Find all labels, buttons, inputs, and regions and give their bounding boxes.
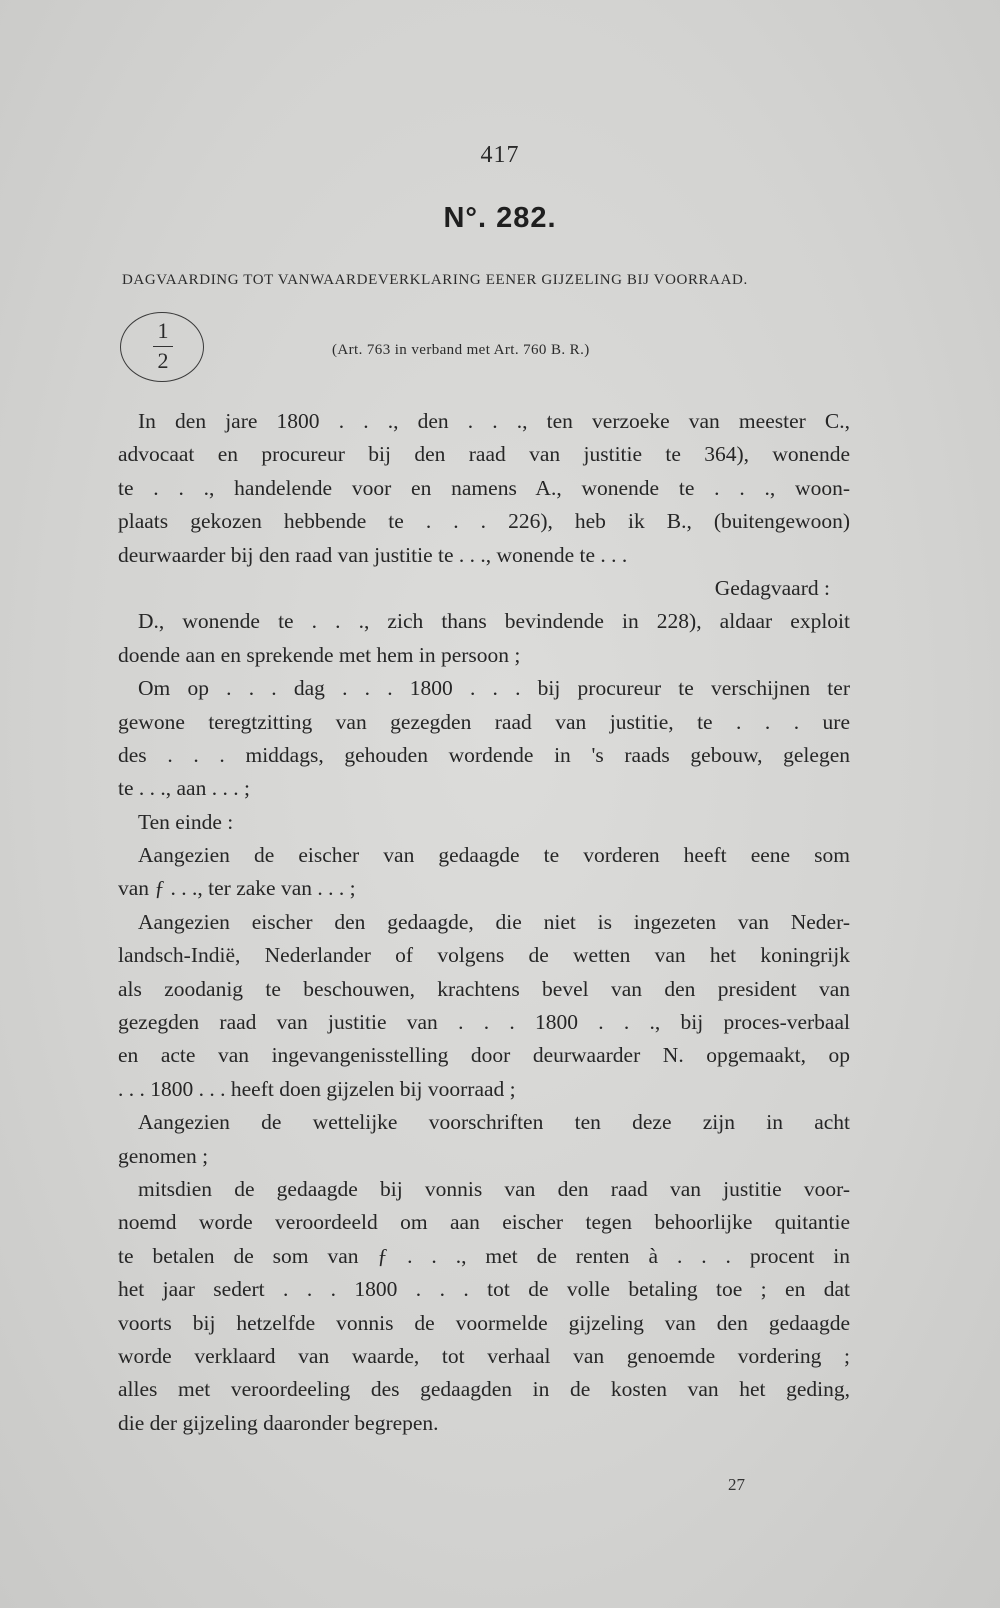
page-number: 417 <box>480 142 520 168</box>
text-line: Aangezien eischer den gedaagde, die niet is ingezeten van Neder- <box>138 909 850 934</box>
text-line: plaats gekozen hebbende te . . . 226), heb ik B., (buitengewoon) <box>118 509 850 534</box>
document-title: DAGVAARDING TOT VANWAARDEVERKLARING EENER GIJZELING BIJ VOORRAAD. <box>122 272 748 288</box>
text-line: gezegden raad van justitie van . . . 1800 . . ., bij proces-verbaal <box>118 1010 850 1035</box>
text-line: In den jare 1800 . . ., den . . ., ten verzoeke van meester C., <box>138 409 850 433</box>
document-number: N°. 282. <box>443 202 557 234</box>
text-line: genomen ; <box>118 1143 209 1168</box>
text-line: te betalen de som van ƒ . . ., met de renten à . . . procent in <box>118 1243 850 1268</box>
text-line: landsch-Indië, Nederlander of volgens de wetten van het koningrijk <box>118 943 850 968</box>
text-line: Ten einde : <box>138 809 234 834</box>
text-line: advocaat en procureur bij den raad van justitie te 364), wonende <box>118 442 850 467</box>
text-line: te . . ., aan . . . ; <box>118 776 250 801</box>
text-line: Gedagvaard : <box>714 575 830 600</box>
fraction-numerator: 1 <box>157 318 169 343</box>
text-line: worde verklaard van waarde, tot verhaal van genoemde vordering ; <box>118 1343 850 1368</box>
text-line: Om op . . . dag . . . 1800 . . . bij procureur te verschijnen ter <box>138 676 850 701</box>
text-line: alles met veroordeeling des gedaagden in de kosten van het geding, <box>118 1377 850 1402</box>
text-line: en acte van ingevangenisstelling door deurwaarder N. opgemaakt, op <box>118 1043 850 1068</box>
text-line: Aangezien de eischer van gedaagde te vorderen heeft eene som <box>138 843 850 868</box>
text-line: . . . 1800 . . . heeft doen gijzelen bij voorraad ; <box>118 1076 516 1101</box>
text-line: als zoodanig te beschouwen, krachtens bevel van den president van <box>118 976 850 1001</box>
text-line: voorts bij hetzelfde vonnis de voormelde gijzeling van den gedaagde <box>118 1310 850 1335</box>
text-line: D., wonende te . . ., zich thans bevindende in 228), aldaar exploit <box>138 609 850 634</box>
article-reference: (Art. 763 in verband met Art. 760 B. R.) <box>332 342 590 358</box>
text-line: des . . . middags, gehouden wordende in 's raads gebouw, gelegen <box>118 742 850 767</box>
text-line: noemd worde veroordeeld om aan eischer tegen behoorlijke quitantie <box>118 1210 850 1235</box>
body-text <box>118 405 850 1440</box>
text-line: het jaar sedert . . . 1800 . . . tot de volle betaling toe ; en dat <box>118 1277 850 1302</box>
text-line: te . . ., handelende voor en namens A., wonende te . . ., woon- <box>118 475 850 500</box>
text-line: doende aan en sprekende met hem in persoon ; <box>118 642 521 667</box>
text-line: van ƒ . . ., ter zake van . . . ; <box>118 876 356 901</box>
text-line: gewone teregtzitting van gezegden raad van justitie, te . . . ure <box>118 709 850 734</box>
text-line: die der gijzeling daaronder begrepen. <box>118 1410 439 1435</box>
text-line: Aangezien de wettelijke voorschriften ten deze zijn in acht <box>138 1110 850 1135</box>
sheet-number: 27 <box>728 1475 745 1494</box>
fraction-denominator: 2 <box>157 348 169 373</box>
text-line: deurwaarder bij den raad van justitie te . . ., wonende te . . . <box>118 542 628 567</box>
fraction-stamp <box>120 312 204 382</box>
text-line: mitsdien de gedaagde bij vonnis van den raad van justitie voor- <box>138 1176 850 1201</box>
fraction-bar <box>153 346 173 347</box>
